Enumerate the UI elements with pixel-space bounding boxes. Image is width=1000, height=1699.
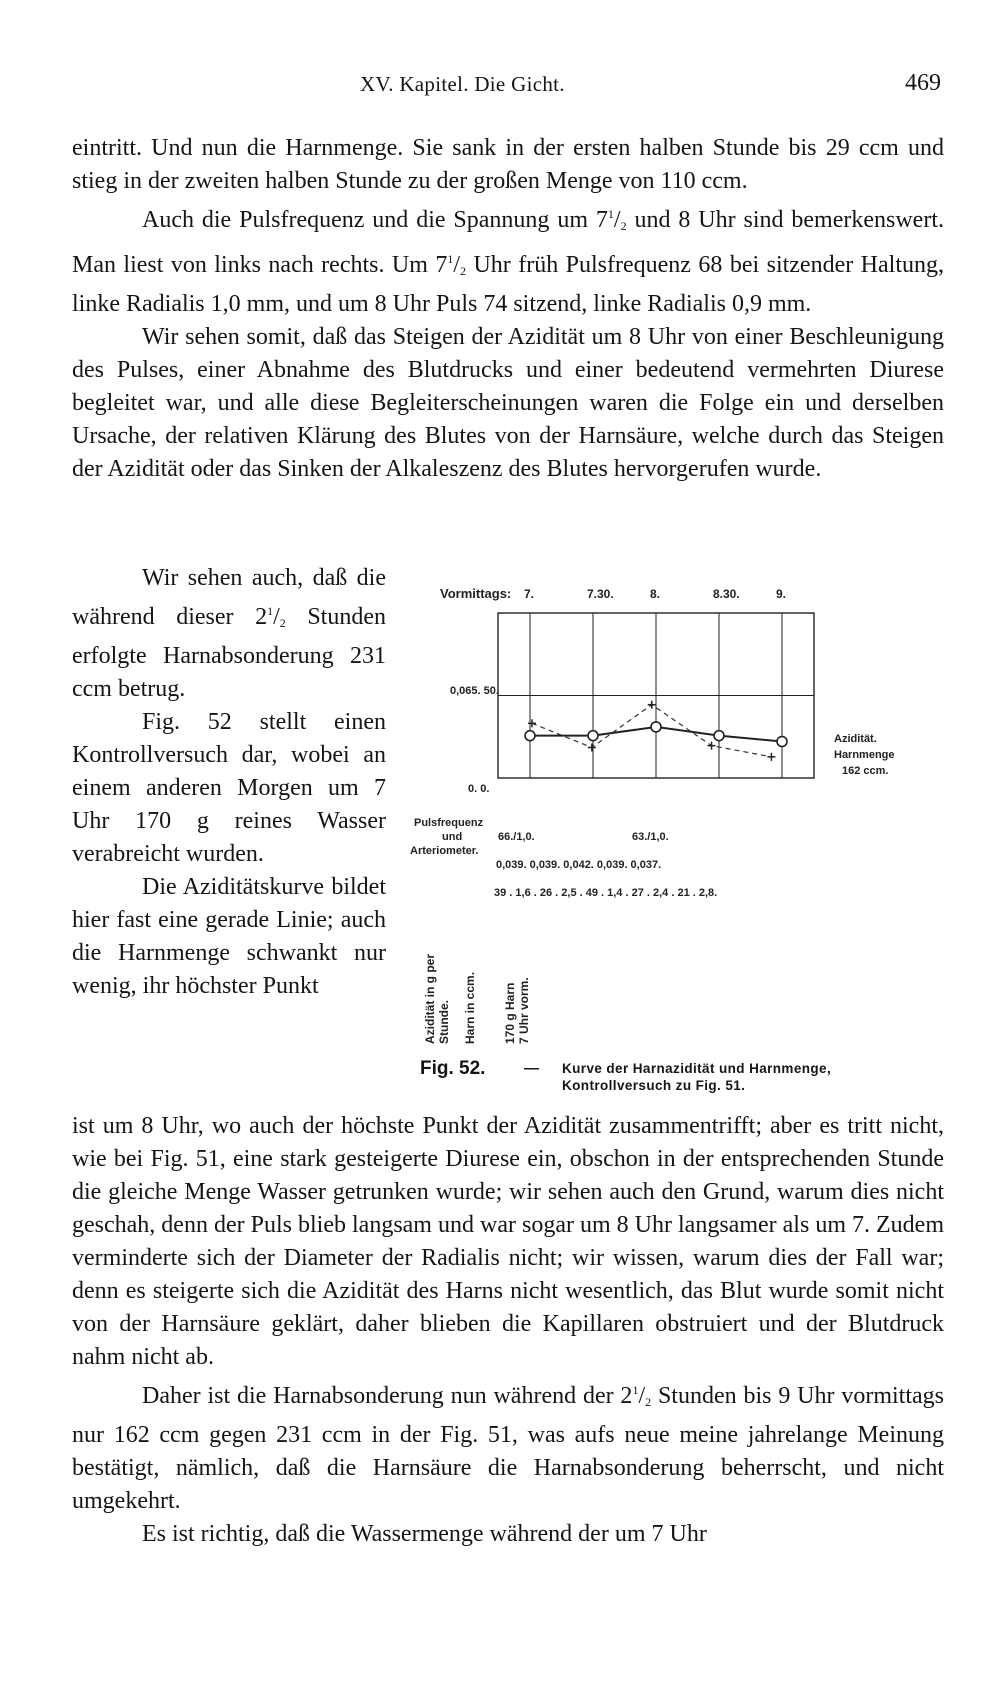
pulse-label-arteriometer: Arteriometer. [410, 845, 479, 857]
pulse-label: Pulsfrequenz [414, 817, 484, 829]
paragraph: Wir sehen auch, daß die während dieser $2^1/_2$ Stunden erfolgte Harnabsonderung 231 ccm betrug. [72, 565, 387, 702]
pulse-value: 63./1,0. [632, 831, 669, 843]
vertical-label-water: 170 g Harn [503, 982, 517, 1044]
paragraph: Auch die Pulsfrequenz und die Spannung um $7^1/_2$ und 8 Uhr sind bemerkenswert. Man liest von links nach rechts. Um $7^1/_2$ Uhr früh Pulsfrequenz 68 bei sitzender Haltung, linke Radialis 1,0 mm, und um 8 Uhr Puls 74 sitzend, linke Radialis 0,9 mm. [72, 207, 944, 317]
paragraph: Fig. 52 stellt einen Kontrollversuch dar, wobei an einem anderen Morgen um 7 Uhr 170 g reines Wasser verabreicht wurden. [72, 709, 386, 867]
time-label: 7. [524, 587, 535, 601]
vertical-label-time: 7 Uhr vorm. [517, 977, 531, 1044]
time-label: 7.30. [587, 587, 614, 601]
paragraph: Wir sehen somit, daß das Steigen der Azidität um 8 Uhr von einer Beschleunigung des Pulses, einer Abnahme des Blutdrucks und einer bedeutend vermehrten Diurese begleitet war, und alle diese Begleiterscheinungen waren die Folge ein und derselben Ursache, der relativen Klärung des Blutes von der Harnsäure, welche durch das Steigen der Azidität oder das Sinken der Alkaleszenz des Blutes hervorgerufen wurde. [72, 324, 944, 482]
acidity-values-row: 0,039. 0,039. 0,042. 0,039. 0,037. [496, 859, 662, 871]
acidity-point [714, 731, 724, 741]
caption-text: Kurve der Harnazidität und Harnmenge, Kontrollversuch zu Fig. 51. [562, 1061, 832, 1093]
time-label: 8. [650, 587, 661, 601]
right-label-urine: Harnmenge [834, 749, 895, 761]
text-block-bottom [72, 1110, 944, 1551]
y-zero-label: 0. 0. [468, 783, 490, 795]
page-number: 469 [905, 70, 941, 96]
caption-number: Fig. 52. [420, 1058, 486, 1079]
y-mid-label: 0,065. 50. [450, 685, 499, 697]
vertical-label-urine: Harn in ccm. [463, 971, 477, 1044]
right-label-acidity: Azidität. [834, 733, 877, 745]
number-row: 39 . 1,6 . 26 . 2,5 . 49 . 1,4 . 27 . 2,4 . 21 . 2,8. [494, 887, 718, 899]
vertical-label-acidity: Azidität in g per [423, 954, 437, 1044]
paragraph: ist um 8 Uhr, wo auch der höchste Punkt der Azidität zusammentrifft; aber es tritt nicht, wie bei Fig. 51, eine stark gesteigerte Diurese ein, obschon in der entsprechenden Stunde die gleiche Menge Wasser getrunken wurde; wir sehen auch den Grund, warum dies nicht geschah, denn der Puls blieb langsam und war sogar um 8 Uhr langsamer als um 7. Zudem verminderte sich der Diameter der Radialis nicht; wir wissen, warum dies der Fall war; denn es steigerte sich die Azidität des Harns nicht wesentlich, das Blut wurde somit nicht von der Harnsäure geklärt, daher blieben die Kapillaren obstruiert und der Blutdruck nahm nicht ab. [72, 1113, 944, 1370]
figure-52 [410, 578, 950, 1098]
time-label: 8.30. [713, 587, 740, 601]
pulse-label-und: und [442, 831, 463, 843]
vertical-label-acidity-unit: Stunde. [437, 1000, 451, 1044]
pulse-value: 66./1,0. [498, 831, 535, 843]
paragraph: Die Aziditätskurve bildet hier fast eine gerade Linie; auch die Harnmenge schwankt nur wenig, ihr höchster Punkt [72, 874, 386, 999]
acidity-point [588, 731, 598, 741]
acidity-point [777, 737, 787, 747]
running-title: XV. Kapitel. Die Gicht. [360, 72, 565, 96]
acidity-point [651, 722, 661, 732]
chart-grid [498, 613, 814, 778]
right-label-total: 162 ccm. [842, 765, 889, 777]
time-label: 9. [776, 587, 787, 601]
paragraph: Es ist richtig, daß die Wassermenge während der um 7 Uhr [142, 1521, 707, 1547]
paragraph: Daher ist die Harnabsonderung nun während der $2^1/_2$ Stunden bis 9 Uhr vormittags nur 162 ccm gegen 231 ccm in der Fig. 51, was aufs neue meine jahrelange Meinung bestätigt, nämlich, daß die Harnsäure die Harnabsonderung beherrscht, und nicht umgekehrt. [72, 1383, 944, 1514]
label-vormittags: Vormittags: [440, 586, 512, 601]
paragraph: eintritt. Und nun die Harnmenge. Sie sank in der ersten halben Stunde bis 29 ccm und stieg in der zweiten halben Stunde zu der großen Menge von 110 ccm. [72, 135, 944, 194]
chart-svg [410, 578, 950, 1048]
text-block-narrow [72, 562, 386, 1003]
text-block-top [72, 132, 944, 486]
caption-dash: — [524, 1060, 539, 1077]
acidity-point [525, 731, 535, 741]
